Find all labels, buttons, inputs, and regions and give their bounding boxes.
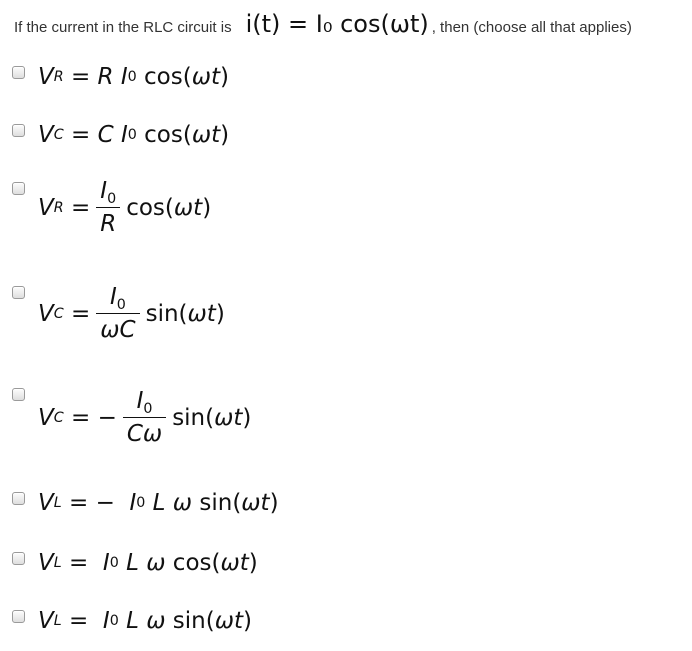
current-formula: i(t) = I₀ cos(ωt) (245, 10, 429, 38)
option-3-checkbox[interactable] (12, 182, 25, 195)
option-1-label[interactable]: V R = R I 0 cos( ωt ) (38, 64, 229, 90)
option-6-checkbox[interactable] (12, 492, 25, 505)
option-8-label[interactable]: V L = I 0 L ω sin( ωt ) (38, 608, 252, 634)
option-6-label[interactable]: V L = − I 0 L ω sin( ωt ) (38, 490, 279, 516)
question-prefix: If the current in the RLC circuit is (14, 19, 232, 36)
option-2-label[interactable]: V C = C I 0 cos( ωt ) (38, 122, 230, 148)
question-prompt (14, 10, 632, 38)
option-3-label[interactable]: V R = $\frac{I_0}{R}$ cos( ωt ) (38, 178, 212, 237)
fraction: $\frac{I_0}{R}$ (96, 178, 120, 237)
fraction: $\frac{I_0}{\omega C}$ (96, 284, 139, 343)
option-7-label[interactable]: V L = I 0 L ω cos( ωt ) (38, 550, 258, 576)
question-suffix: , then (choose all that applies) (431, 19, 632, 36)
option-2-checkbox[interactable] (12, 124, 25, 137)
option-5-label[interactable]: V C = − $\frac{I_0}{C\omega}$ sin( ωt ) (38, 388, 252, 447)
fraction: $\frac{I_0}{C\omega}$ (123, 388, 166, 447)
option-1-checkbox[interactable] (12, 66, 25, 79)
option-4-label[interactable]: V C = $\frac{I_0}{\omega C}$ sin( ωt ) (38, 284, 225, 343)
option-7-checkbox[interactable] (12, 552, 25, 565)
option-5-checkbox[interactable] (12, 388, 25, 401)
option-4-checkbox[interactable] (12, 286, 25, 299)
option-8-checkbox[interactable] (12, 610, 25, 623)
